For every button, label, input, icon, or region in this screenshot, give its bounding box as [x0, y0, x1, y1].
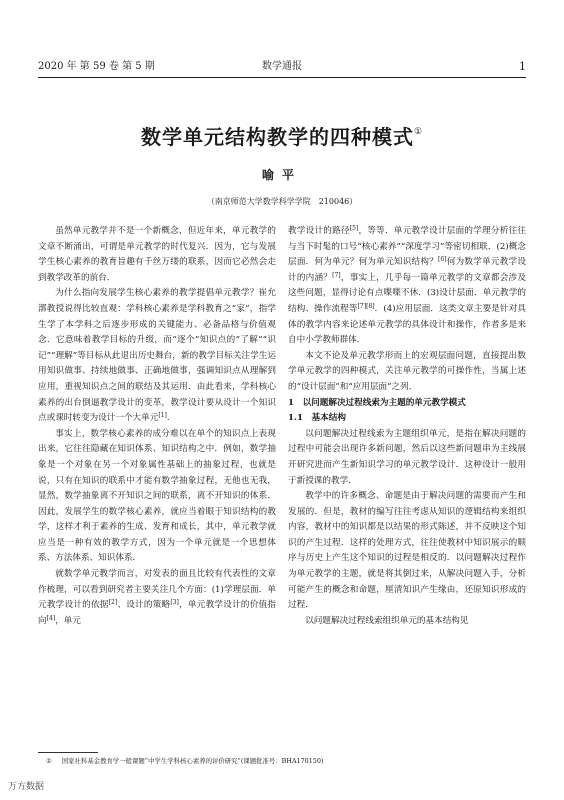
affiliation: （南京师范大学数学科学学院 210046） — [206, 197, 358, 206]
citation-1: [1] — [158, 412, 167, 420]
title-footnote-mark: ① — [413, 127, 424, 137]
paragraph-4-cont-b: ，等等．单元教学设计层面的学理分析往往与当下时髦的口号“核心素养”“深度学习”等密切相联．(2)概念层面．何为单元？何为单元知识结构？ — [288, 226, 526, 268]
citation-6: [6] — [438, 256, 447, 264]
left-column — [38, 224, 276, 736]
citation-7: [7] — [332, 271, 341, 279]
citation-2: [2] — [108, 599, 118, 607]
citation-4: [4] — [46, 614, 56, 622]
section-heading-1: 1 以问题解决过程线索为主题的单元教学模式 — [288, 397, 466, 408]
paragraph-4-cont-c: 何为数学单元教学设计的内涵？ — [288, 257, 526, 283]
paragraph-2-text: 为什么指向发展学生核心素养的教学提倡单元教学？崔允漷教授说得比较直观：学科核心素养是学科教育之“家”，指学生学了本学科之后逐步形成的关键能力、必备品格与价值观念．它意味着教学目标的升级，而“逐个”知识点的“了解”“识记”“理解”等目标从此退出历史舞台，新的教学目标关注学生运用知识做事、持续地做事、正确地做事，强调知识点从理解到应用，重视知识点之间的联结及其运用．由此看来，学科核心素养的出台倒逼教学设计的变革，教学设计要从设计一个知识点或课时转变为设计一个大单元 — [38, 288, 276, 424]
footnote-text: 国家社科基金教育学一般课题“中学生学科核心素养的评价研究”(课题批准号：BHA170150) — [61, 757, 324, 765]
paragraph-8: 以问题解决过程线索组织单元的基本结构见 — [305, 615, 469, 626]
paragraph-4-text-d: ，单元 — [55, 615, 81, 626]
footnote-mark: ① — [46, 757, 52, 765]
footnote — [46, 756, 526, 766]
running-header — [38, 60, 526, 74]
journal-issue: 2020 年 第 59 卷 第 5 期 — [38, 61, 155, 72]
paragraph-4-text-c: ，单元教学设计的价值指向 — [38, 600, 276, 626]
title-text: 数学单元结构教学的四种模式 — [140, 125, 414, 149]
paragraph-6: 以问题解决过程线索为主题组织单元，是指在解决问题的过程中可能会出现许多新问题，然后以这些新问题串为主线展开研究进而产生新知识学习的单元教学设计．这种设计一般用于新授课的教学． — [288, 428, 526, 486]
header-rule — [38, 77, 526, 78]
citation-8: [7][8] — [357, 302, 375, 310]
paragraph-1: 虽然单元教学并不是一个新概念，但近年来，单元教学的文章不断涌出，可谓是单元教学的时代复兴．因为，它与发展学生核心素养的教育旨趣有千丝万缕的联系，因而它必然会走到教学改革的前台． — [38, 226, 276, 283]
paragraph-5: 本文不论及单元教学形而上的宏观层面问题，直接提出数学单元教学的四种模式，关注单元教学的可操作性，当属上述的“设计层面”和“应用层面”之列． — [288, 350, 526, 392]
journal-name: 数学通报 — [262, 61, 302, 72]
paragraph-4-cont-d: ，事实上，几乎每一篇单元教学的文章都会涉及这些问题，显得讨论有点喋喋不休．(3)设计层面．单元教学的结构、操作流程等 — [288, 272, 526, 314]
paragraph-3: 事实上，数学核心素养的成分难以在单个的知识点上表现出来，它往往隐藏在知识体系、知识结构之中．例如，数学抽象是一个对象在另一个对象属性基础上的抽象过程，也就是说，只有在知识的联系中才能有数学抽象过程，无他也无我，显然，数学抽象离不开知识之间的联系，离不开知识的体系．因此，发展学生的数学核心素养，就应当着眼于知识结构的教学，这样才利于素养的生成、发育和成长，其中，单元教学就应当是一种有效的教学方式，因为一个单元就是一个思想体系、方法体系、知识体系． — [38, 428, 276, 564]
footnote-rule — [38, 752, 98, 753]
page-number: 1 — [519, 60, 526, 73]
author: 喻平 — [261, 168, 302, 182]
right-column — [288, 224, 526, 736]
paragraph-4-text-b: 、设计的策略 — [117, 600, 171, 611]
paragraph-4-text-a: 就数学单元教学而言，对发表的面且比较有代表性的文章作梳理，可以看到研究者主要关注几个方面：(1)学理层面．单元教学设计的依据 — [38, 569, 276, 611]
paragraph-4-cont-e: ．(4)应用层面．这类文章主要是针对具体的教学内容来论述单元教学的具体设计和操作，作者多是来自中小学教师群体． — [288, 303, 526, 346]
article-title — [0, 118, 564, 151]
subsection-heading-1-1: 1.1 基本结构 — [288, 413, 346, 424]
watermark: 万方数据 — [8, 782, 45, 792]
paragraph-4 — [38, 567, 276, 629]
citation-5: [5] — [349, 225, 359, 232]
paragraph-7: 教学中的许多概念、命题是由于解决问题的需要而产生和发展的．但是，教材的编写往往考虑从知识的逻辑结构来组织内容，教材中的知识都是以结果的形式陈述，并不反映这个知识的产生过程．这样的处理方式，往往使教材中知识展示的顺序与历史上产生这个知识的过程是相反的．以问题解决过程作为单元教学的主题，就是将其倒过来，从解决问题入手，分析可能产生的概念和命题，厘清知识产生缘由，还原知识形成的过程． — [288, 491, 526, 611]
paragraph-4-continued — [288, 224, 526, 349]
paragraph-2: 为什么指向发展学生核心素养的教学提倡单元教学？崔允漷教授说得比较直观：学科核心素养是学科教育之“家”，指学生学了本学科之后逐步形成的关键能力、必备品格与价值观念．它意味着教学目标的升级，而“逐个”知识点的“了解”“识记”“理解”等目标从此退出历史舞台，新的教学目标关注学生运用知识做事、持续地做事、正确地做事，强调知识点从理解到应用，重视知识点之间的联结及其运用．由此看来，学科核心素养的出台倒逼教学设计的变革，教学设计要从设计一个知识点或课时转变为设计一个大单元[1]. — [38, 288, 276, 424]
citation-3: [3] — [170, 599, 179, 607]
paragraph-4-cont-a: 教学设计的路径 — [288, 226, 350, 236]
